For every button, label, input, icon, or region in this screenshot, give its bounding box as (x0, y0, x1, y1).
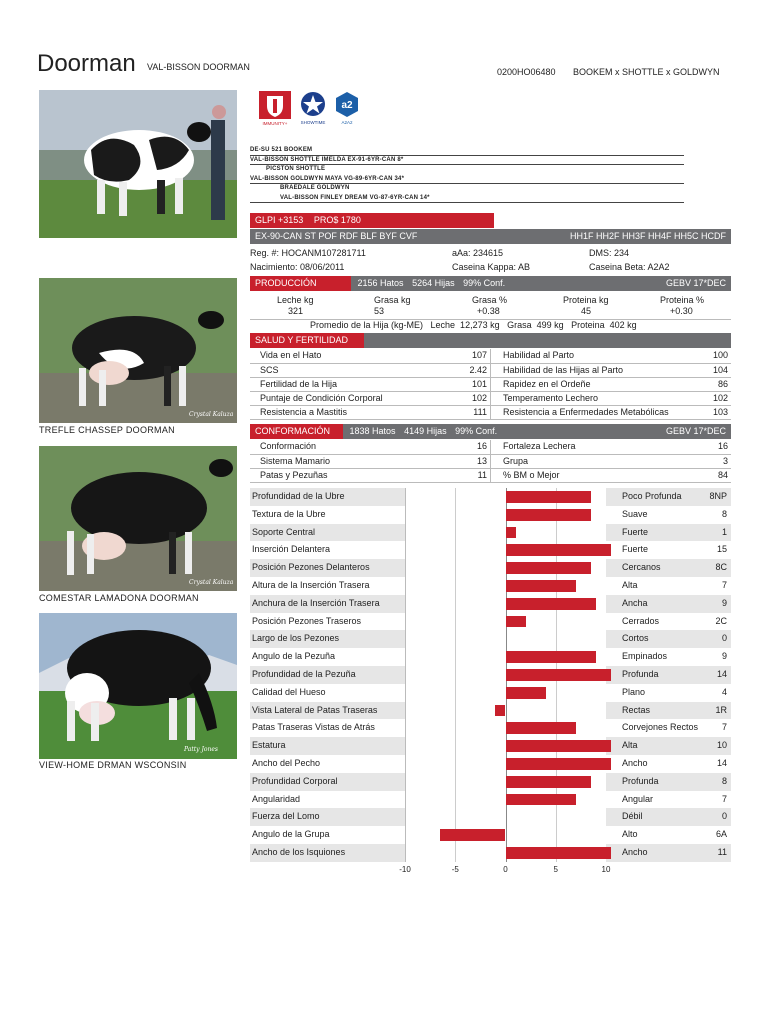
linear-bar (495, 705, 505, 717)
daughter-caption-2: COMESTAR LAMADONA DOORMAN (39, 593, 199, 603)
daughter-average: Promedio de la Hija (kg-ME) Leche 12,273 kg Grasa 499 kg Proteina 402 kg (310, 320, 637, 330)
conformation-gebv: GEBV 17*DEC (665, 426, 726, 436)
linear-trait-value: 6A (715, 829, 727, 840)
health-row (250, 405, 731, 419)
linear-axis-tick: 5 (553, 864, 558, 874)
health-right-value: 104 (700, 363, 731, 377)
conformation-left-label: Patas y Pezuñas (250, 468, 459, 482)
linear-trait-value: 8 (721, 775, 727, 786)
haplotypes: HH1F HH2F HH3F HH4F HH5C HCDF (569, 231, 726, 241)
linear-trait-value: 7 (721, 580, 727, 590)
linear-trait-label: Profundidad Corporal (252, 775, 338, 786)
pedigree-mgs: PICSTON SHOTTLE (266, 166, 326, 172)
a2-badge (330, 90, 364, 126)
health-left-value: 2.42 (459, 363, 490, 377)
glpi-value: GLPI +3153 (255, 215, 304, 225)
health-row (250, 349, 731, 363)
linear-axis-tick: 0 (503, 864, 508, 874)
linear-bar (506, 687, 546, 699)
linear-trait-descriptor: Rectas (622, 704, 651, 715)
production-table (250, 294, 731, 320)
conformation-right-label: Fortaleza Lechera (490, 440, 699, 454)
production-title: PRODUCCIÓN (250, 276, 351, 291)
linear-trait-descriptor: Cerrados (622, 615, 660, 626)
linear-bar (440, 829, 505, 841)
a2-text: a2 (341, 100, 353, 111)
linear-trait-label: Inserción Delantera (252, 544, 331, 555)
prod-value-fat-pct: +0.38 (477, 306, 500, 316)
linear-bar (506, 616, 526, 628)
linear-trait-label: Soporte Central (252, 526, 316, 537)
health-title: SALUD Y FERTILIDAD (250, 333, 364, 348)
linear-trait-label: Angularidad (252, 793, 301, 804)
linear-bar (506, 651, 596, 663)
conformation-left-label: Sistema Mamario (250, 454, 459, 468)
daughter-photo-2 (39, 446, 237, 591)
linear-trait-descriptor: Alto (622, 829, 638, 840)
linear-trait-label: Estatura (252, 740, 286, 751)
showtime-badge (296, 90, 330, 126)
linear-trait-value: 15 (716, 544, 727, 555)
linear-trait-label: Ancho de los Isquiones (252, 847, 346, 857)
index-bar (250, 213, 494, 228)
daughter-caption-1: TREFLE CHASSEP DOORMAN (39, 425, 175, 435)
pro-value: PRO$ 1780 (313, 215, 361, 225)
conformation-left-label: Conformación (250, 440, 459, 454)
linear-trait-descriptor: Plano (622, 686, 646, 697)
linear-trait-value: 14 (716, 758, 727, 768)
linear-trait-value: 8C (715, 562, 727, 573)
health-left-label: Vida en el Hato (250, 349, 459, 363)
linear-trait-descriptor: Cortos (622, 633, 649, 644)
linear-trait-label: Patas Traseras Vistas de Atrás (252, 722, 375, 733)
linear-trait-descriptor: Suave (622, 508, 648, 519)
a2-icon (330, 90, 364, 126)
health-right-value: 86 (700, 377, 731, 391)
conformation-header (250, 424, 731, 439)
linear-trait-label: Calidad del Hueso (252, 686, 326, 697)
health-right-value: 100 (700, 349, 731, 363)
star-icon (296, 90, 330, 126)
pedigree-mggs: BRAEDALE GOLDWYN (280, 185, 350, 191)
health-left-label: SCS (250, 363, 459, 377)
conformation-row (250, 454, 731, 468)
linear-trait-descriptor: Fuerte (622, 526, 649, 537)
conformation-left-value: 11 (459, 468, 490, 482)
linear-trait-descriptor: Angular (622, 793, 654, 804)
health-left-label: Resistencia a Mastitis (250, 405, 459, 419)
prod-value-fat-kg: 53 (374, 306, 385, 316)
prod-header-fat-pct: Grasa % (472, 295, 508, 305)
linear-trait-label: Angulo de la Pezuña (252, 651, 336, 662)
linear-axis-tick: -10 (399, 864, 411, 874)
linear-trait-descriptor: Ancho (622, 847, 648, 857)
linear-trait-descriptor: Alta (622, 740, 638, 751)
health-left-value: 107 (459, 349, 490, 363)
photo-signature-1: Crystal Kaluza (189, 411, 234, 418)
health-left-value: 102 (459, 391, 490, 405)
linear-bar (506, 669, 612, 681)
linear-trait-label: Ancho del Pecho (252, 758, 321, 768)
bull-name: Doorman (37, 50, 136, 77)
prod-header-milk: Leche kg (277, 295, 314, 305)
linear-bar (506, 776, 591, 788)
pedigree-dam: VAL-BISSON SHOTTLE IMELDA EX-91-6YR-CAN 8* (250, 156, 684, 166)
linear-trait-value: 1 (721, 526, 727, 537)
linear-trait-descriptor: Ancho (622, 758, 648, 768)
health-row (250, 377, 731, 391)
health-left-value: 111 (459, 405, 490, 419)
linear-bar (506, 527, 516, 539)
linear-axis-tick: -5 (451, 864, 459, 874)
linear-trait-value: 2C (715, 615, 727, 626)
linear-trait-label: Angulo de la Grupa (252, 829, 330, 840)
prod-header-fat-kg: Grasa kg (374, 295, 411, 305)
classification-bar (250, 229, 731, 244)
linear-trait-value: 9 (721, 651, 727, 662)
linear-trait-descriptor: Profunda (622, 669, 659, 679)
conformation-left-value: 13 (459, 454, 490, 468)
health-right-label: Resistencia a Enfermedades Metabólicas (490, 405, 699, 419)
conformation-right-value: 3 (700, 454, 731, 468)
prod-value-prot-pct: +0.30 (670, 306, 693, 316)
linear-bar (506, 598, 596, 610)
linear-trait-label: Fuerza del Lomo (252, 811, 320, 822)
prod-value-prot-kg: 45 (581, 306, 592, 316)
classification-score: EX-90-CAN ST POF RDF BLF BYF CVF (255, 231, 418, 241)
bull-photo (39, 90, 237, 238)
health-left-label: Puntaje de Condición Corporal (250, 391, 459, 405)
linear-bar (506, 580, 576, 592)
linear-trait-descriptor: Poco Profunda (622, 491, 682, 501)
conformation-table (250, 440, 731, 483)
linear-bar (506, 794, 576, 806)
production-header (250, 276, 731, 291)
linear-trait-value: 8NP (709, 491, 727, 501)
conformation-right-label: % BM o Mejor (490, 468, 699, 482)
conformation-right-label: Grupa (490, 454, 699, 468)
registration-code: 0200HO06480 (497, 67, 556, 77)
linear-gridline (455, 488, 456, 862)
linear-trait-descriptor: Profunda (622, 775, 659, 786)
kappa-casein: Caseina Kappa: AB (452, 262, 531, 272)
linear-trait-label: Posición Pezones Delanteros (252, 562, 370, 573)
daughter-caption-3: VIEW-HOME DRMAN WSCONSIN (39, 760, 187, 770)
aaa-code: aAa: 234615 (452, 248, 504, 258)
linear-trait-label: Profundidad de la Pezuña (252, 669, 356, 679)
shield-icon (258, 90, 292, 126)
linear-trait-label: Textura de la Ubre (252, 508, 326, 519)
linear-bar (506, 544, 612, 556)
health-left-value: 101 (459, 377, 490, 391)
birth-date: Nacimiento: 08/06/2011 (250, 262, 345, 272)
conformation-left-value: 16 (459, 440, 490, 454)
linear-trait-label: Altura de la Inserción Trasera (252, 580, 370, 590)
linear-trait-descriptor: Fuerte (622, 544, 649, 555)
linear-bar (506, 491, 591, 503)
linear-bar (506, 509, 591, 521)
linear-trait-label: Posición Pezones Traseros (252, 615, 362, 626)
a2-sub-label: A2A2 (341, 120, 353, 125)
pedigree-mggd: VAL-BISSON FINLEY DREAM VG-87-6YR-CAN 14* (250, 194, 684, 204)
health-left-label: Fertilidad de la Hija (250, 377, 459, 391)
showtime-label: SHOWTIME (300, 120, 326, 125)
health-right-value: 103 (700, 405, 731, 419)
conformation-daughters: 4149 Hijas (404, 426, 447, 436)
pedigree-sire: DE-SU 521 BOOKEM (250, 146, 684, 156)
reg-number: Reg. #: HOCANM107281711 (250, 248, 366, 258)
linear-bar (506, 847, 612, 859)
beta-casein: Caseina Beta: A2A2 (589, 262, 670, 272)
linear-trait-descriptor: Empinados (622, 651, 668, 662)
health-table (250, 349, 731, 420)
linear-trait-descriptor: Alta (622, 580, 638, 590)
linear-trait-label: Anchura de la Inserción Trasera (252, 597, 380, 608)
linear-trait-value: 0 (721, 811, 727, 822)
production-daughters: 5264 Hijas (412, 278, 455, 288)
photo-signature-3: Patty Jones (184, 746, 218, 753)
linear-bar (506, 562, 591, 574)
health-row (250, 363, 731, 377)
conformation-conf: 99% Conf. (455, 426, 498, 436)
linear-bar (506, 722, 576, 734)
linear-bar (506, 758, 612, 770)
prod-header-prot-pct: Proteina % (660, 295, 705, 305)
linear-bar (506, 740, 612, 752)
daughter-photo-1 (39, 278, 237, 423)
pedigree-block (250, 146, 684, 203)
health-right-label: Habilidad al Parto (490, 349, 699, 363)
immunity-label: IMMUNITY+ (262, 121, 288, 126)
production-conf: 99% Conf. (463, 278, 506, 288)
health-right-label: Rapidez en el Ordeñe (490, 377, 699, 391)
health-right-label: Habilidad de las Hijas al Parto (490, 363, 699, 377)
health-right-value: 102 (700, 391, 731, 405)
conformation-right-value: 84 (700, 468, 731, 482)
pedigree-summary: BOOKEM x SHOTTLE x GOLDWYN (573, 67, 720, 77)
conformation-right-value: 16 (700, 440, 731, 454)
conformation-row (250, 468, 731, 482)
bull-full-name: VAL-BISSON DOORMAN (147, 62, 250, 72)
linear-trait-value: 10 (716, 740, 727, 751)
badges (258, 90, 358, 130)
linear-trait-value: 8 (721, 508, 727, 519)
linear-trait-descriptor: Débil (622, 811, 643, 822)
health-row (250, 391, 731, 405)
linear-trait-label: Largo de los Pezones (252, 633, 340, 644)
conformation-row (250, 440, 731, 454)
photo-signature-2: Crystal Kaluza (189, 579, 234, 586)
linear-trait-value: 0 (721, 633, 727, 644)
linear-trait-descriptor: Corvejones Rectos (622, 722, 699, 733)
linear-trait-value: 7 (721, 793, 727, 804)
prod-value-milk: 321 (288, 306, 304, 316)
immunity-badge (258, 90, 292, 126)
prod-header-prot-kg: Proteina kg (563, 295, 609, 305)
linear-trait-descriptor: Cercanos (622, 562, 661, 573)
linear-axis-tick: 10 (601, 864, 611, 874)
linear-trait-value: 4 (721, 686, 727, 697)
production-herds: 2156 Hatos (357, 278, 404, 288)
daughter-photo-3 (39, 613, 237, 759)
linear-trait-value: 14 (716, 669, 727, 679)
linear-trait-label: Vista Lateral de Patas Traseras (252, 704, 378, 715)
pedigree-mgd: VAL-BISSON GOLDWYN MAYA VG-89-6YR-CAN 34* (250, 175, 684, 185)
linear-trait-label: Profundidad de la Ubre (252, 491, 345, 501)
linear-trait-value: 11 (717, 847, 727, 857)
health-right-label: Temperamento Lechero (490, 391, 699, 405)
health-header (250, 333, 731, 348)
linear-trait-descriptor: Ancha (622, 597, 648, 608)
conformation-herds: 1838 Hatos (349, 426, 396, 436)
production-gebv: GEBV 17*DEC (665, 278, 726, 288)
conformation-title: CONFORMACIÓN (250, 424, 343, 439)
linear-trait-value: 7 (721, 722, 727, 733)
linear-trait-value: 1R (715, 704, 727, 715)
dms-code: DMS: 234 (589, 248, 630, 258)
linear-trait-value: 9 (721, 597, 727, 608)
